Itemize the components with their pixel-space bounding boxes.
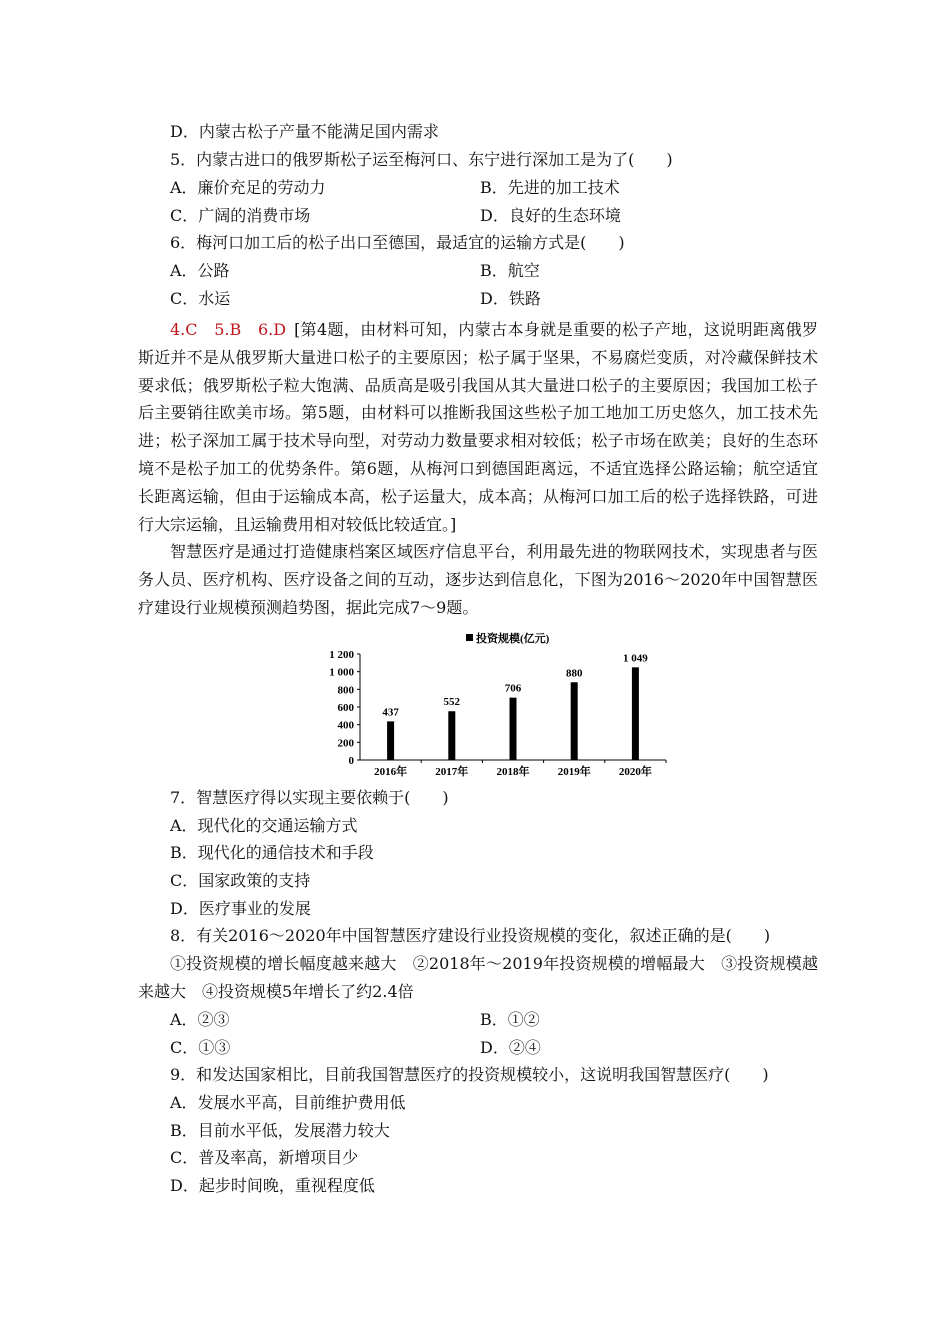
intro-paragraph: 智慧医疗是通过打造健康档案区域医疗信息平台，利用最先进的物联网技术，实现患者与医务人员、医疗机构、医疗设备之间的互动，逐步达到信息化，下图为2016～2020年中国智慧医疗建设行业规模预测趋势图，据此完成7～9题。 <box>138 542 818 617</box>
q7-stem: 7．智慧医疗得以实现主要依赖于( ) <box>170 788 449 807</box>
q6-stem: 6．梅河口加工后的松子出口至德国，最适宜的运输方式是( ) <box>170 233 625 252</box>
q7-option-b: B．现代化的通信技术和手段 <box>170 843 374 862</box>
bar <box>448 711 455 760</box>
q5-option-d: D．良好的生态环境 <box>480 206 621 225</box>
q4-option-d: D．内蒙古松子产量不能满足国内需求 <box>170 122 439 141</box>
q6-option-b: B．航空 <box>480 261 540 280</box>
legend-swatch <box>466 634 473 641</box>
q6-option-d: D．铁路 <box>480 289 541 308</box>
q8-option-d: D．②④ <box>480 1038 541 1057</box>
bar-value-label: 880 <box>565 667 583 680</box>
y-tick-label: 600 <box>337 702 354 714</box>
x-tick-label: 2020年 <box>618 766 652 778</box>
q9-stem: 9．和发达国家相比，目前我国智慧医疗的投资规模较小，这说明我国智慧医疗( ) <box>170 1065 769 1084</box>
bar-value-label: 552 <box>443 696 461 709</box>
bar-value-label: 706 <box>504 682 522 695</box>
q9-option-d: D．起步时间晚，重视程度低 <box>170 1176 375 1195</box>
chart-svg <box>318 628 668 780</box>
q8-option-b: B．①② <box>480 1010 540 1029</box>
q9-option-c: C．普及率高，新增项目少 <box>170 1148 359 1167</box>
q8-option-a: A．②③ <box>170 1010 230 1029</box>
x-tick-label: 2016年 <box>374 766 408 778</box>
answer-codes: 4.C 5.B 6.D <box>170 320 287 339</box>
y-tick-label: 1 000 <box>329 666 354 679</box>
q9-option-b: B．目前水平低，发展潜力较大 <box>170 1121 390 1140</box>
legend-label: 投资规模(亿元) <box>476 633 550 645</box>
y-tick-label: 400 <box>337 719 354 732</box>
bar <box>571 682 578 760</box>
q5-option-c: C．广阔的消费市场 <box>170 206 311 225</box>
bar <box>510 698 517 760</box>
x-tick-label: 2018年 <box>496 766 530 778</box>
y-tick-label: 200 <box>337 737 354 750</box>
bar <box>632 667 639 760</box>
q6-option-a: A．公路 <box>170 261 230 280</box>
y-tick-label: 0 <box>348 755 354 767</box>
q7-option-d: D．医疗事业的发展 <box>170 899 311 918</box>
q5-option-b: B．先进的加工技术 <box>480 178 620 197</box>
x-tick-label: 2017年 <box>435 766 469 778</box>
q7-option-c: C．国家政策的支持 <box>170 871 311 890</box>
q5-option-a: A．廉价充足的劳动力 <box>170 178 326 197</box>
y-tick-label: 1 200 <box>329 649 354 661</box>
y-tick-label: 800 <box>337 684 354 697</box>
answer-explanation <box>138 316 818 538</box>
answer-text: [第4题，由材料可知，内蒙古本身就是重要的松子产地，这说明距离俄罗斯近并不是从俄罗斯大量进口松子的主要原因；松子属于坚果，不易腐烂变质，对冷藏保鲜技术要求低；俄罗斯松子粒大饱满、品质高是吸引我国从其大量进口松子的主要原因；我国加工松子后主要销往欧美市场。第5题，由材料可以推断我国这些松子加工地加工历史悠久，加工技术先进；松子深加工属于技术导向型，对劳动力数量要求相对较低；松子市场在欧美；良好的生态环境不是松子加工的优势条件。第6题，从梅河口到德国距离远，不适宜选择公路运输；航空适宜长距离运输，但由于运输成本高，松子运量大，成本高；从梅河口加工后的松子选择铁路，可进行大宗运输，且运输费用相对较低比较适宜。] <box>138 320 818 534</box>
q5-stem: 5．内蒙古进口的俄罗斯松子运至梅河口、东宁进行深加工是为了( ) <box>170 150 673 169</box>
bar-value-label: 1 049 <box>623 652 648 665</box>
q9-option-a: A．发展水平高，目前维护费用低 <box>170 1093 406 1112</box>
x-tick-label: 2019年 <box>557 766 591 778</box>
q6-option-c: C．水运 <box>170 289 231 308</box>
q8-statements: ①投资规模的增长幅度越来越大 ②2018年～2019年投资规模的增幅最大 ③投资规模越来越大 ④投资规模5年增长了约2.4倍 <box>138 954 818 1001</box>
bar-value-label: 437 <box>382 706 399 719</box>
investment-bar-chart <box>318 628 668 780</box>
q7-option-a: A．现代化的交通运输方式 <box>170 816 358 835</box>
bar <box>387 721 394 760</box>
q8-option-c: C．①③ <box>170 1038 231 1057</box>
q8-stem: 8．有关2016～2020年中国智慧医疗建设行业投资规模的变化，叙述正确的是( ) <box>170 926 771 945</box>
